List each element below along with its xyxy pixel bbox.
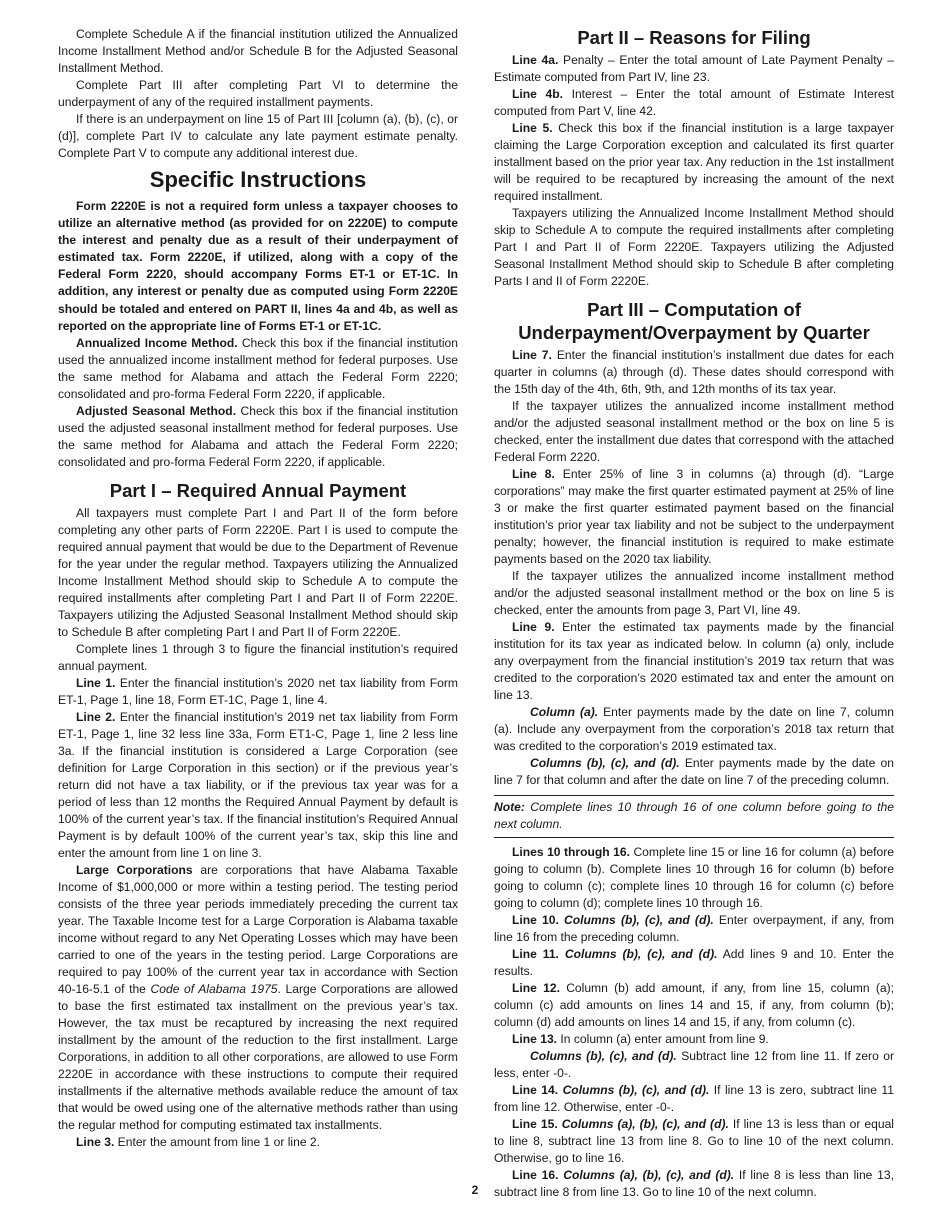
large-corporations-text-b: . Large Corporations are allowed to base the first estimated tax installment on the previous year’s tax. However, the tax must be recaptured by increasing the next required installment by the amount of the reduction to the first installment. Large Corporations, in addition to all other corporations, are allowed to use Form 2220E in accordance with these instructions to compute their required installments if the alternative methods available reduce the amount of tax that would be owed using one of the alternative methods rather than using the regular method for computing estimated tax installments. [58,981,459,1132]
line1-text: Enter the financial institution’s 2020 net tax liability from Form ET-1, Page 1, line 18, Form ET-1C, Page 1, line 4. [58,675,458,707]
adjusted-seasonal-text: Check this box if the financial institution used the adjusted seasonal installment method for federal purposes. Use the same method for Alabama and attach the Federal Form 2220; consolidated and pro-forma Federal Form 2220, if applicable. [58,403,458,469]
line15-text: If line 13 is less than or equal to line 8, subtract line 13 from line 8. Go to line 10 of the next column. Otherwise, go to line 16. [494,1117,894,1165]
part3-heading-line2: Underpayment/Overpayment by Quarter [518,322,870,343]
part1-paragraph: All taxpayers must complete Part I and Part II of the form before completing any other parts of Form 2220E. Part I is used to compute the required annual payment that would be due to the Department of Revenue for the year under the regular method. Taxpayers utilizing the Annualized Income Installment Method should skip to Schedule A to compute the required installments after completing Part I and Part II of Form 2220E. Taxpayers utilizing the Adjusted Seasonal Installment Method should skip to Schedule B after completing Part I and Part II of Form 2220E. [58,505,458,639]
line14-label: Line 14. [512,1083,559,1097]
line4b-paragraph [494,86,894,120]
annualized-income-paragraph [58,335,458,403]
columns-bcd-label: Columns (b), (c), and (d). [530,756,680,770]
page-number: 2 [471,1183,479,1197]
adjusted-seasonal-paragraph [58,403,458,471]
line13-label: Line 13. [512,1032,558,1046]
lines-10-16-text: Complete line 15 or line 16 for column (a) before going to column (b). Complete lines 10 through 16 for column (b) before going to column (c); complete lines 10 through 16 for column (c) before going to column (d); complete lines 10 through 16. [494,845,894,910]
line8-followup-paragraph: If the taxpayer utilizes the annualized income installment method and/or the adjusted seasonal installment method or the box on line 5 is checked, enter the amounts from page 3, Part VI, line 49. [494,569,894,617]
line1-paragraph [58,675,458,709]
line11-paragraph [494,946,894,980]
column-a-label: Column (a). [530,705,599,719]
line11-text: Add lines 9 and 10. Enter the results. [494,947,894,978]
part3-heading [494,298,894,344]
columns-bcd-paragraph [494,755,894,789]
form-2220e-notice: Form 2220E is not a required form unless a taxpayer chooses to utilize an alternative method (as provided for on 2220E) to compute the interest and penalty due as a result of their underpayment of estimated tax. Form 2220E, if utilized, along with a copy of the Federal Form 2220, should accompany Forms ET-1 or ET-1C. In addition, any interest or penalty due as computed using Form 2220E should be totaled and entered on PART II, lines 4a and 4b, as well as reported on the appropriate line of Forms ET-1 or ET-1C. [58,199,458,333]
line14-paragraph [494,1082,894,1116]
annualized-income-text: Check this box if the financial institution used the annualized income installment method for federal purposes. Use the same method for Alabama and attach the Federal Form 2220; consolidated and pro-forma Federal Form 2220, if applicable. [58,335,458,401]
line7-label: Line 7. [512,348,552,362]
line15-label: Line 15. [512,1117,558,1131]
line4b-label: Line 4b. [512,87,563,101]
line9-paragraph [494,619,894,704]
line8-text: Enter 25% of line 3 in columns (a) through (d). “Large corporations” may make the first quarter estimated payment at 25% of line 3 or make the first quarter estimated payment based on the financial institution’s prior year tax liability and not be subject to the underpayment penalty; however, the financial institution is required to make estimate payments based on the 2020 tax liability. [494,467,894,566]
line2-label: Line 2. [76,709,116,724]
line4a-text: Penalty – Enter the total amount of Late Payment Penalty – Estimate computed from Part IV, line 23. [494,53,894,84]
columns-bcd-text: Enter payments made by the date on line 7 for that column and after the date on line 7 of the preceding column. [494,756,894,787]
part2-heading: Part II – Reasons for Filing [577,27,811,48]
column-a-text: Enter payments made by the date on line 7, column (a). Include any overpayment from the corporation’s 2018 tax return that was credited to the corporation’s 2019 estimated tax. [494,705,894,753]
adjusted-seasonal-label: Adjusted Seasonal Method. [76,403,237,418]
line13-columns-paragraph [494,1048,894,1082]
right-column [494,26,894,1201]
note-label: Note: [494,800,525,814]
note-text: Complete lines 10 through 16 of one column before going to the next column. [494,800,894,831]
line16-text: If line 8 is less than line 13, subtract line 8 from line 13. Go to line 10 of the next column. [494,1168,894,1199]
line13-paragraph [494,1031,894,1048]
line5-paragraph [494,120,894,205]
line13-columns-text: Subtract line 12 from line 11. If zero or less, enter -0-. [494,1049,895,1080]
line15-paragraph [494,1116,894,1167]
specific-instructions-heading: Specific Instructions [149,167,367,192]
large-corporations-label: Large Corporations [76,862,193,877]
code-of-alabama-citation: Code of Alabama 1975 [150,981,278,996]
line12-text: Column (b) add amount, if any, from line 15, column (a); column (c) add amounts on lines 14 and 15, if any, from column (b); column (d) add amounts on lines 14 and 15, if any, from column (c). [494,981,894,1029]
line7-followup-paragraph: If the taxpayer utilizes the annualized income installment method and/or the adjusted seasonal installment method or the box on line 5 is checked, enter the installment due dates that correspond with the attached Federal Form 2220. [494,399,894,464]
lines-10-16-label: Lines 10 through 16. [512,845,630,859]
part3-heading-line1: Part III – Computation of [587,299,801,320]
line10-label: Line 10. [512,913,559,927]
line7-paragraph [494,347,894,398]
line14-columns: Columns (b), (c), and (d). [562,1083,710,1097]
line16-columns: Columns (a), (b), (c), and (d). [563,1168,735,1182]
left-column [58,26,458,1151]
line8-label: Line 8. [512,467,555,481]
line4a-paragraph [494,52,894,86]
line13-text: In column (a) enter amount from line 9. [557,1032,769,1046]
line7-text: Enter the financial institution’s installment due dates for each quarter in columns (a) through (d). These dates should correspond with the 15th day of the 4th, 6th, 9th, and 12th months of its tax year. [494,348,895,396]
line2-paragraph [58,709,458,862]
line9-text: Enter the estimated tax payments made by the financial institution for its tax year as indicated below. In column (a) only, include any overpayment from the financial institution’s 2019 tax return that was credited to the corporation’s 2020 estimated tax and enter the amount on line 13. [494,620,894,702]
lines-10-16-paragraph [494,844,894,912]
line10-paragraph [494,912,894,946]
part2-methods-paragraph: Taxpayers utilizing the Annualized Income Installment Method should skip to Schedule A to compute the required installments after completing Part I and Part II of Form 2220E. Taxpayers utilizing the Adjusted Seasonal Installment Method should skip to Schedule B after completing Parts I and II of Form 2220E. [494,206,894,288]
line1-label: Line 1. [76,675,116,690]
line13-columns: Columns (b), (c), and (d). [530,1049,677,1063]
line3-text: Enter the amount from line 1 or line 2. [114,1134,321,1149]
line10-columns: Columns (b), (c), and (d). [564,913,714,927]
annualized-income-label: Annualized Income Method. [76,335,238,350]
column-a-paragraph [494,704,894,755]
note-box [494,795,894,838]
large-corporations-text-a: are corporations that have Alabama Taxable Income of $1,000,000 or more within a testing period. The testing period consists of the three year periods immediately preceding the current tax year. The Taxable Income test for a Large Corporation is Alabama taxable income without regard to any Net Operating Losses which may have been carried to one of the years in the testing period. Large Corporations are required to pay 100% of the current year tax in accordance with Section 40-16-5.1 of the [58,862,459,996]
part3-paragraph: Complete Part III after completing Part VI to determine the underpayment of any of the required installment payments. [58,78,458,109]
part1-heading: Part I – Required Annual Payment [109,479,407,501]
line4b-text: Interest – Enter the total amount of Estimate Interest computed from Part V, line 42. [494,87,894,118]
line2-text: Enter the financial institution’s 2019 net tax liability from Form ET-1, Page 1, line 32 less line 33a, Form ET1-C, Page 1, line 2 less line 3a. If the financial institution is considered a Large Corporation (see definition for Large Corporation in this section) or if the previous year’s return did not have a tax liability, or if the previous tax year was for a period of less than 12 months the Required Annual Payment by default is 100% of the current year’s tax. If the financial institution’s Required Annual Payment is by default 100% of the current year’s tax, skip this line and enter the amount from line 1 on line 3. [58,709,458,860]
part1-lines-paragraph: Complete lines 1 through 3 to figure the financial institution’s required annual payment. [58,641,458,673]
line15-columns: Columns (a), (b), (c), and (d). [561,1117,729,1131]
line8-paragraph [494,466,894,568]
line12-label: Line 12. [512,981,560,995]
line10-text: Enter overpayment, if any, from line 16 from the preceding column. [494,913,894,944]
underpayment-paragraph: If there is an underpayment on line 15 of Part III [column (a), (b), (c), or (d)], complete Part IV to calculate any late payment estimate penalty. Complete Part V to compute any additional interest due. [58,112,458,160]
line5-text: Check this box if the financial institution is a large taxpayer claiming the Large Corporation exception and calculated its first quarter installment based on the prior year tax. Any reduction in the 1st installment will be required to be recaptured by increasing the amount of the next required installment. [494,121,894,203]
line12-paragraph [494,980,894,1031]
line3-paragraph [58,1134,458,1151]
line9-label: Line 9. [512,620,555,634]
line11-columns: Columns (b), (c), and (d). [564,947,718,961]
line5-label: Line 5. [512,121,553,135]
schedule-paragraph: Complete Schedule A if the financial institution utilized the Annualized Income Installment Method and/or Schedule B for the Adjusted Seasonal Installment Method. [58,27,458,75]
line14-text: If line 13 is zero, subtract line 11 from line 12. Otherwise, enter -0-. [494,1083,894,1114]
line16-label: Line 16. [512,1168,559,1182]
note-paragraph [494,799,894,833]
line3-label: Line 3. [76,1134,115,1149]
line4a-label: Line 4a. [512,53,559,67]
large-corporations-paragraph [58,862,458,1134]
line11-label: Line 11. [512,947,559,961]
